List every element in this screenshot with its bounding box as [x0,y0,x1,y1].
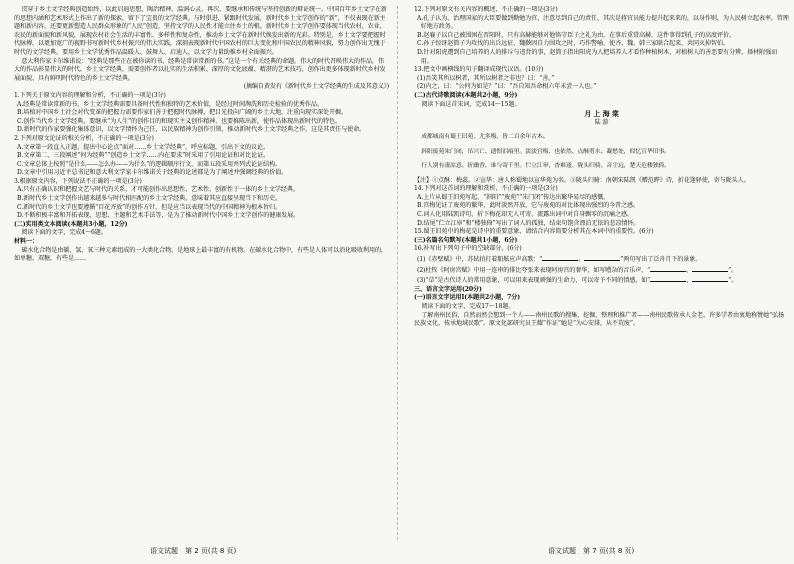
question-14-option-b: B.宫梅见证了废苑的繁华，此时淡然开放，它与废苑的对比体现出强烈的今昔之感。 [417,202,640,210]
left-page-column [14,6,389,540]
poem-preface: 成都城南有蜀王旧苑，尤多梅，皆二百余年古木。 [421,134,549,141]
question-16-part-2: (2)杜牧《阿房宫赋》中用一连串的排比夸张来表现阿房宫的奢华，如写嘈杂的音乐声，“ ， ”。 [417,266,738,274]
answer-blank[interactable] [650,265,686,272]
question-3-option-c: C.新时代的乡土文学也要遵循“百花齐放”的创作方针，但是应当以表现当代的中国精神为根本旨归。 [17,203,281,211]
question-16-part-1: (1)《赤壁赋》中，苏轼拍打着船舷应声高歌：“ ， ”两句写出了泛舟月下的景象。 [417,256,702,263]
question-2-option-a: A.文章第一段直入正题，提出中心论点“面对……乡土文学经典”，呼应标题，引出下文的议论。 [17,143,269,151]
question-3-option-d: D.不断积极丰富和开拓表现，思想、主题和艺术手法等，是为了推动新时代中国乡土文学创作的健康发展。 [17,212,300,220]
question-12-option-a: A.孔子认为，治理国家的大臣要做到勤勉为官，注意尽到自己的责任，其次是将官员能力提升起来来的，以身作则，为人民树立起表率，管理好地方政务。 [417,14,789,31]
question-3-option-a: A.只有正确认识和把握文艺与时代的关系，才可能创作出思想性、艺术性、创新性于一体的乡土文学经典。 [17,186,299,194]
poetry-instructions: 阅读下面这首宋词，完成14～15题。 [421,100,521,108]
page-divider [397,6,398,540]
source-citation: (摘编自黄发有《新时代乡土文学经典的生成及其意义》) [243,83,389,91]
question-1: 1.下列关于原文内容的理解和分析，不正确的一项是(3分) [14,91,166,99]
question-12: 12.下列对原文有关内容的概述，不正确的一项是(3分) [414,6,558,13]
subsection-heading-language-use: (一)语言文字运用Ⅰ(本题共2小题，7分) [414,294,521,302]
question-2-option-d: D.文章中引用习近平总书记和意大利文学家卡尔维诺关于经典的论述都是为了阐述并强调经典的价值。 [17,169,288,177]
intro-paragraph-2: 意大利作家卡尔维诺说：“经典是那些正在被你读的书，经典是常读常新的书。”这是一个有关经典的命题。伟大的时代召唤伟大的作品，伟大的作品彰显伟大的时代。乡土文学经典，需要创作者以扎实的生活积累、深厚的文化底蕴、精湛的艺术技巧，创作出更多体现新时代乡村发展面貌、具有鲜明时代特色的乡土文学经典。 [14,57,386,82]
intro-paragraph-1: 贯穿于乡土文学经典创造始终，以此启迪思想、陶冶精神、温润心灵。再次，要继承和传统与坚持创新的辩证统一。中国百年乡土文学在新的思想内涵和艺术形式上作出了新的探索，留下了宝贵的文学经典。与时俱进、紧跟时代发展，新时代乡土文学创作的“新”，不仅表现在新主题和新内容，还要更新塑造人民群众形象的“人民”创造，坚持文学的人民性才能立住乡土的根。新时代乡土文学创作要体现当代农村、农业、农民的新面貌和新风貌，展现农村社会生活的丰富性、多样性和复杂性，推动乡土文学在新时代焕发出新的光彩。特别是，乡土文学要把握时代脉搏，以更加宽广的视野书写新时代乡村振兴的伟大实践，深刻表现新时代中国农村的巨大变化和中国农民的精神风貌，努力创作出无愧于时代的文学经典。要用乡土文学优秀作品温暖人、鼓舞人、启迪人，以文学力量助推乡村全面振兴。 [14,6,387,56]
question-13-part-1: (1)吾笑其所以树者，其所以树者之非也？曰：“善。” [417,74,555,82]
question-2: 2.下列对原文论证的相关分析，不正确的一项是(3分) [14,134,154,142]
answer-blank[interactable] [692,265,728,272]
section-heading-language-use: 三、语言文字运用(20分) [414,285,482,293]
question-13: 13.把文中画横线的句子翻译成现代汉语。(10分) [414,66,544,74]
question-14-option-c: C.词人化用陆凯诗句，折下梅花却无人可寄，流露出词中对自身飘零的沉痛之感。 [417,211,634,219]
section-heading-poetry: (二)古代诗歌阅读(本题共2小题，9分) [414,91,518,99]
question-12-option-d: D.针对阳虎遭到自己培养的人的排斥与违背的事，赵简子指出阳虎为人把培养人才看作种植树木，对植树人的善恶要有分辨，择材附强而用。 [417,48,778,65]
question-2-option-b: B.文章第二、三段阐述“何为经典”“创造乡土文学……内在要求”时采用了引用论证和对比论证。 [17,152,270,160]
question-1-option-c: C.创作当代乡土文学经典，要继承“为人生”的创作目的和现实主义创作精神，也要推陈出新，使作品体现出新时代的特色。 [17,117,341,125]
question-3-option-b: B.新时代乡土文学创作出越来越多与时代相匹配的乡土文学经典，意味着其应直接呈现当下和历史。 [17,195,281,203]
answer-blank[interactable] [692,275,728,282]
question-3: 3.根据原文内容，下列说法不正确的一项是(3分) [14,177,142,185]
section-instructions: 阅读下面的文字，完成4～6题。 [21,229,107,237]
footer-right-page-number: 语文试题 第 7 页(共 8 页) [548,547,635,555]
section-heading-practical-text: (二)实用类文本阅读(本题共3小题，12分) [14,220,128,228]
question-1-option-a: A.经典是常读常新的书，乡土文学经典需要具备时代性和独特的艺术价值，是经过时间淘洗和历史检验的优秀作品。 [17,100,323,108]
question-2-option-c: C.文章总体上按照“是什么——怎么办——为什么”的逻辑顺序行文，而第五段采用并列式论证结构。 [17,160,281,168]
language-use-instructions: 阅读下面的文字，完成17～18题。 [421,302,515,310]
question-12-option-b: B.赵襄子以自己被围困在晋阳时，只有高赫能够对他恪守臣子之礼为由，在事后重赏高赫，这件事得到孔子的高度评价。 [417,31,735,39]
poem-stanza-2: 行人别有凄凉意。折幽香、谁与寄千里。伫立江皋，杳难逢、陇头归骑。音尘远，楚天危楼独倚。 [421,163,671,170]
section-heading-recitation: (三)名篇名句默写(本题共1小题，6分) [414,236,518,244]
material-label: 材料一： [14,238,38,246]
question-16-part-3: (3)“草”是古代诗人的常用意象，可以用来表现顽强的生命力，可以寄予不同的情感，如“ ， ”。 [417,277,738,285]
question-14-option-a: A.上片从蜀王旧苑写起，“斜阳”“废苑”“朱门闭”传达出繁华易尽的感慨。 [417,193,610,201]
question-1-option-b: B.培植对中国乡土社会对代变革的把握力需要作家们善于把握时代脉搏，把目光投向广阔的乡土大地，注重向现实深处开掘。 [17,109,347,117]
poem-author: 陆 游 [594,118,609,126]
question-16: 16.补写出下列句子中的空缺部分。(6分) [414,245,522,253]
question-14-option-d: D.结尾“伫立江皋”和“楼独倚”写出了词人的孤独，结束句饱含漂泊无依的悲凉情怀。 [417,219,640,227]
language-use-passage: 了解南州民俗，自然而然会想到一个人——南州民歌的搜集、挖掘、整理和推广者——南州民歌传承人金老。许多学者由衷地称赞她“弘扬民族文化，传承地域民歌”。原文化部研究员王耀“作证”她是“为心安排，从不荒废”。 [414,311,784,328]
poem-title: 月 上 海 棠 [584,109,619,119]
question-13-part-2: (2)内之，曰：“公何为如是？”曰：“吾自知吾命相六年未尝一人也。” [417,83,597,91]
answer-blank[interactable] [650,275,686,282]
footer-left-page-number: 语文试题 第 2 页(共 8 页) [150,547,237,555]
material-text: 碳水化合物是由碳、氢、氧三种元素组成的一大类化合物，是地球上最丰富的有机物。在碳水化合物中，有些是人体可以消化吸收利用的，如单糖、双糖，有些是…… [14,246,387,263]
question-15: 15.蜀王旧苑中的梅花是诗中的重要意象，请结合内容简要分析其在本词中的重要性。(6分) [414,228,654,236]
answer-blank[interactable] [542,254,578,261]
poem-annotation: 【注】①点酥：梅蕊。②宣华：唐人称蜀地以宣华苑为名。③陇头归骑：南朝宋陆凯《赠范晔》诗，折花逢驿使，寄与陇头人。 [414,176,750,184]
question-14: 14.下列对这首词的理解和赏析，不正确的一项是(3分) [414,185,558,193]
question-12-option-c: C.孙子惊讶赵简子为攻伐的出兵远征，魏鞅因自力围攻之时，巧作警喻，使齐、魏、韩三家联合起来，共同灭掉智伯。 [417,40,729,48]
question-1-option-d: D.新时代的作家要强化集体意识，以文学情怀为己任，以民族精神为创作引领，推动新时代乡土文学经典之作，这是其责任与使命。 [17,126,366,134]
poem-stanza-1: 斜阳废苑朱门闭，吊兴亡、遗恨泪痕里。淡淡宫梅，也依然、点酥剪水。凝愁处，似忆宣华旧事。 [421,148,671,155]
right-page-column [414,6,789,540]
answer-blank[interactable] [584,254,620,261]
